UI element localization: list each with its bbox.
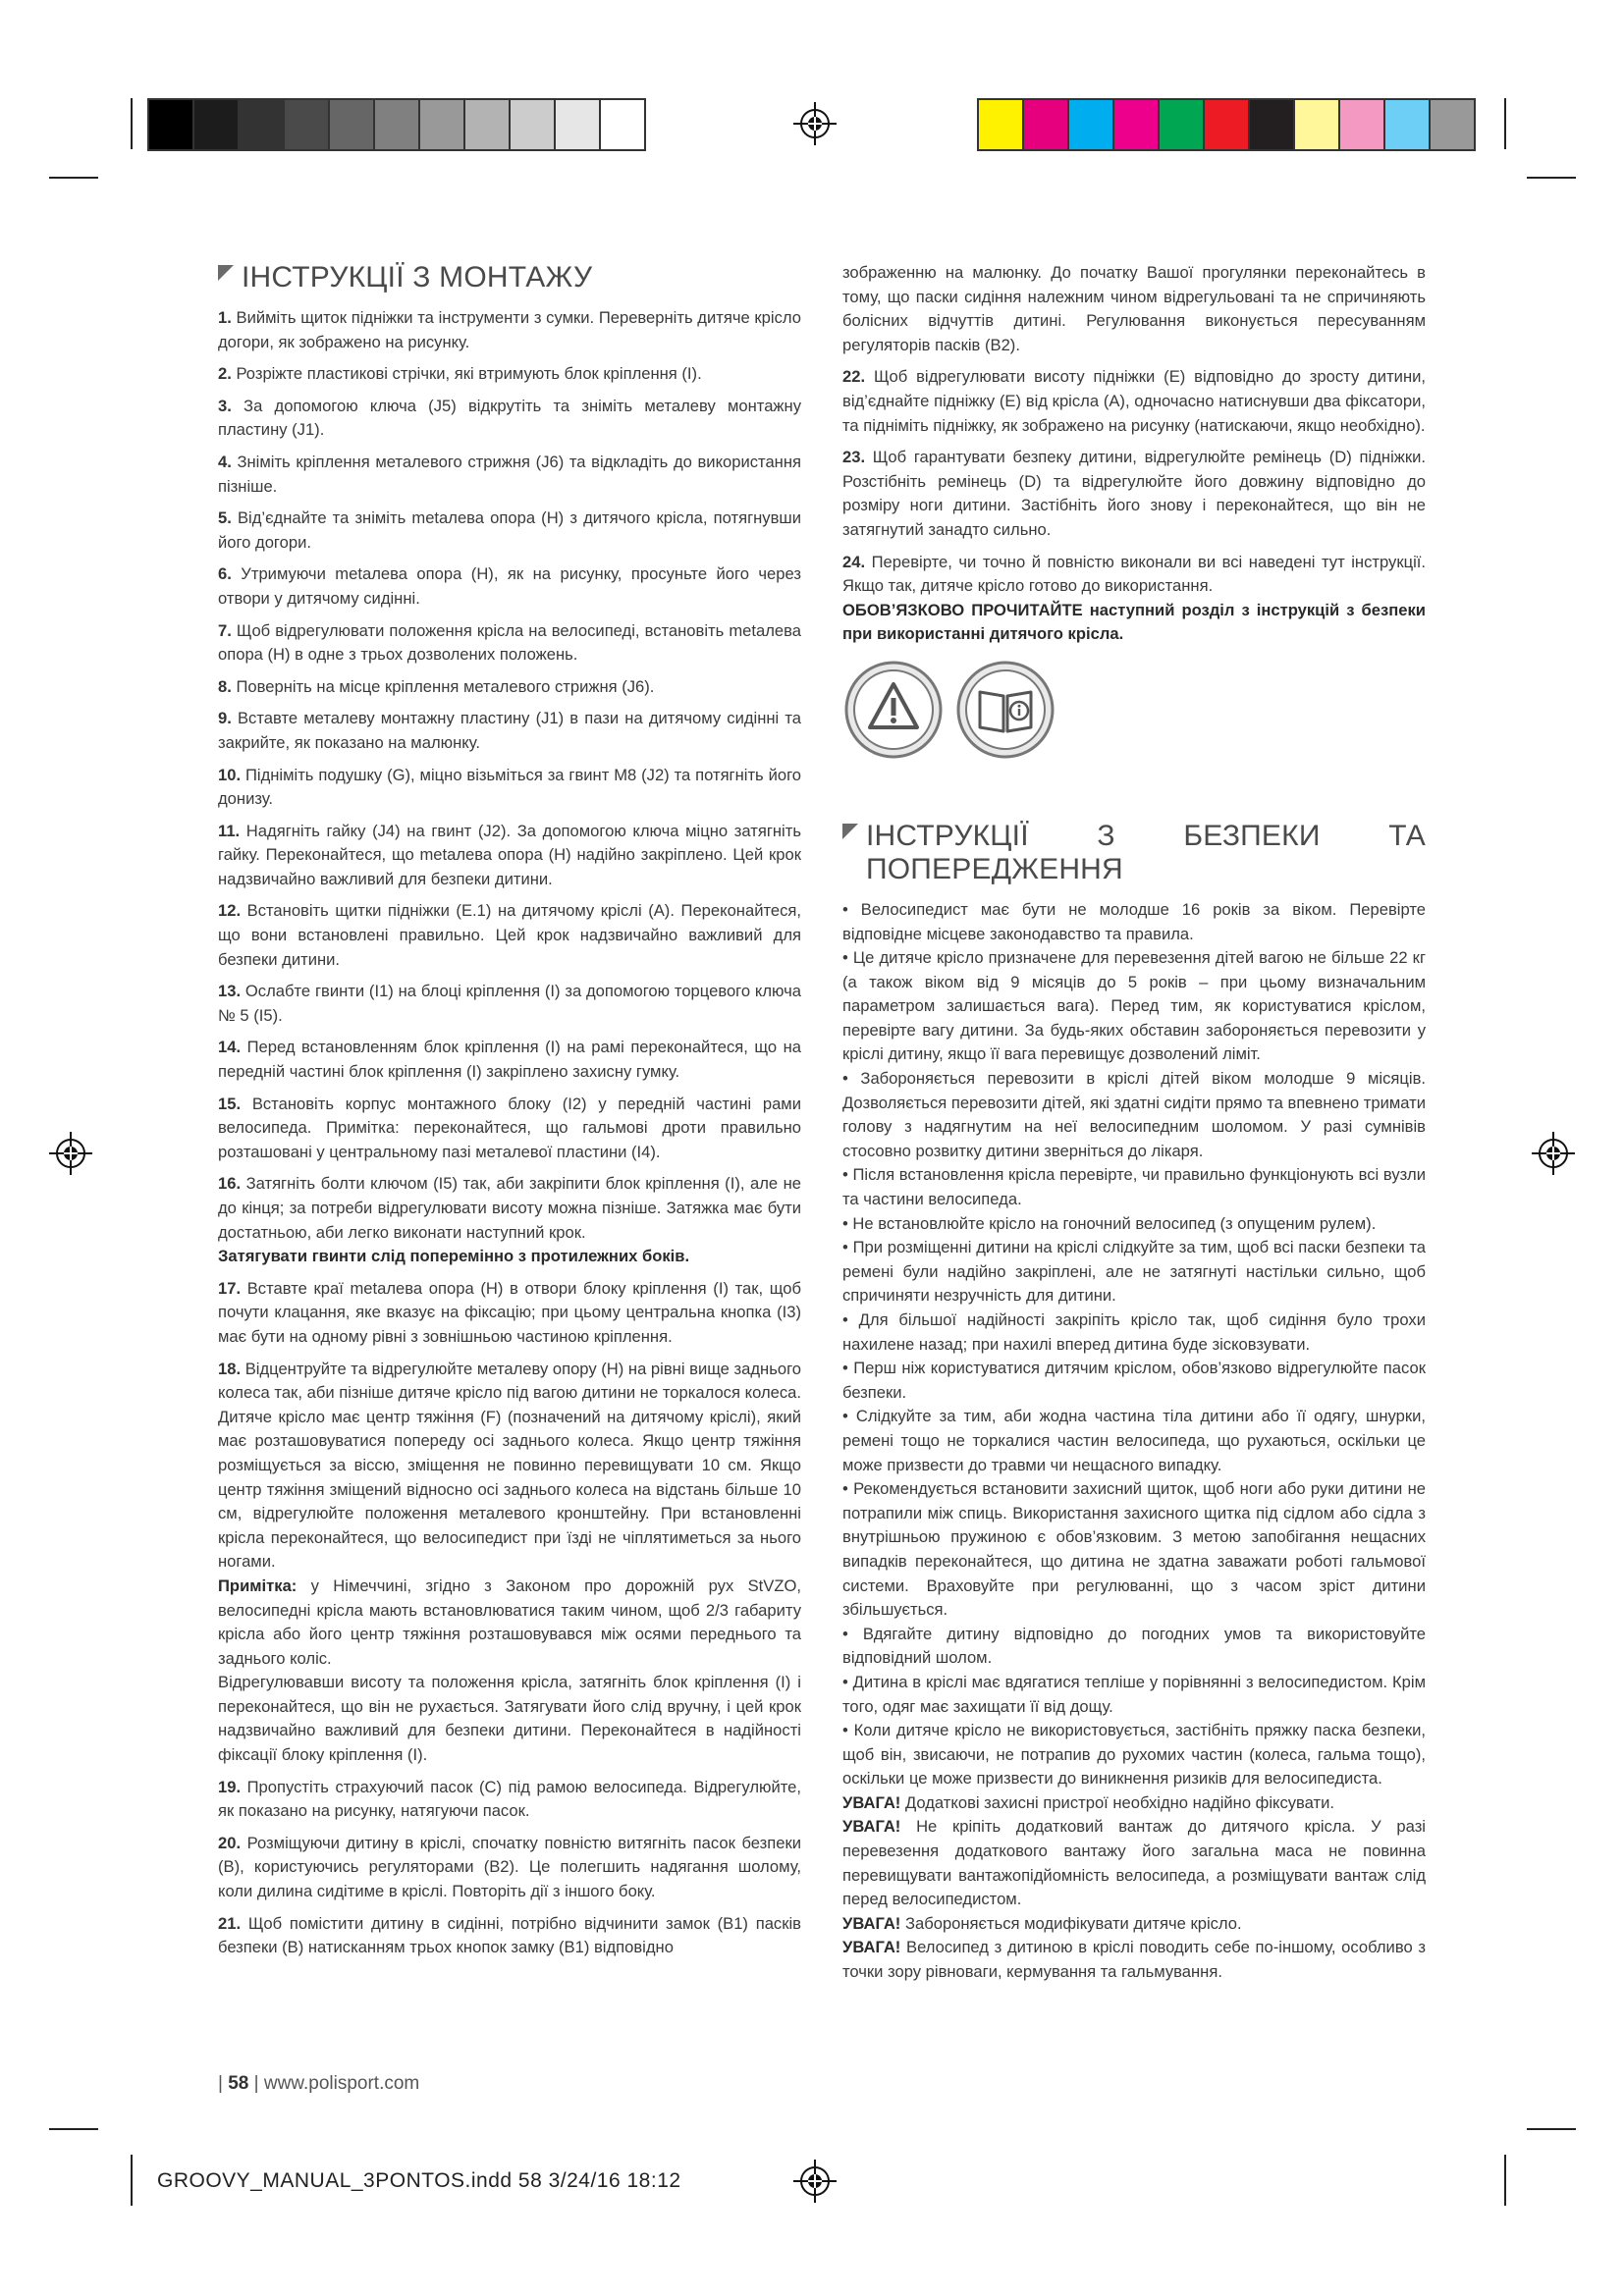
continued-paragraph (842, 261, 1426, 357)
registration-mark-icon (793, 102, 837, 145)
step-number: 2. (218, 364, 232, 384)
registration-mark-icon (1532, 1132, 1575, 1175)
step-text: Відцентруйте та відрегулюйте металеву опору (H) на рівні вище заднього колеса так, аби пізніше дитяче крісло під вагою дитини не торкалося колеса. Дитяче крісло має центр тяжіння (F) (позначений на дитячому кріслі), який має розташовуватися попереду осі заднього колеса. Якщо центр тяжіння розміщується за віссю, зміщення не повинно перевищувати 10 см. Якщо центр тяжіння зміщений відносно осі заднього колеса на відстань більше 10 см, відрегулюйте положення металевого кронштейну. При встановленні крісла переконайтеся, що велосипедист при їзді не чіплятиметься за нього ногами. (218, 1359, 801, 1572)
step-text: Ослабте гвинти (I1) на блоці кріплення (I) за допомогою торцевого ключа № 5 (I5). (218, 982, 801, 1025)
color-swatch (1340, 100, 1385, 149)
bullet-text: • Рекомендується встановити захисний щиток, щоб ноги або руки дитини не потрапили між спиць. Використання захисного щитка під сідлом або сідла з внутрішньою пружиною є обов’язковим. З метою запобігання нещасних випадків переконайтеся, що дитина не здатна заважати роботі гальмової системи. Враховуйте при регулюванні, що з часом зріст дитини збільшується. (842, 1479, 1426, 1620)
safety-bullet (842, 1357, 1426, 1405)
warning-label: УВАГА! (842, 1938, 901, 1957)
warning-line (842, 1936, 1426, 1984)
step-text: Вставте краї metалева опора (H) в отвори блоку кріплення (I) так, щоб почути клацання, яке вказує на фіксацію; при цьому центральна кнопка (I3) має бути на одному рівні з зовнішньою частиною кріплення. (218, 1278, 801, 1346)
step-text: Підніміть подушку (G), міцно візьміться за гвинт M8 (J2) та потягніть його донизу. (218, 765, 801, 809)
assembly-step (218, 820, 801, 892)
step-number: 23. (842, 448, 866, 467)
assembly-step (218, 306, 801, 354)
step-text: Перед встановленням блок кріплення (I) на рамі переконайтеся, що на передній частині блок кріплення (I) закріплено захисну гумку. (218, 1038, 801, 1082)
print-slug: GROOVY_MANUAL_3PONTOS.indd 58 3/24/16 18:12 (157, 2169, 681, 2192)
assembly-step (218, 395, 801, 443)
step-text: Зніміть кріплення металевого стрижня (J6) та відкладіть до використання пізніше. (218, 452, 801, 496)
gray-swatch (285, 100, 330, 149)
bullet-text: • Для більшої надійності закріпіть крісло так, щоб сидіння було трохи нахилене назад; при нахилі вперед дитина буде зісковзувати. (842, 1310, 1426, 1354)
gray-swatch (420, 100, 465, 149)
safety-bullet (842, 1163, 1426, 1211)
safety-bullet (842, 1212, 1426, 1237)
step-number: 17. (218, 1278, 242, 1298)
color-swatch (1295, 100, 1340, 149)
safety-bullet (842, 1308, 1426, 1357)
safety-bullet (842, 1067, 1426, 1163)
registration-mark-icon (49, 1132, 92, 1175)
gray-swatch (149, 100, 194, 149)
step-text: Вийміть щиток підніжки та інструменти з сумки. Переверніть дитяче крісло догори, як зображено на рисунку. (218, 308, 801, 351)
step-text: Вставте металеву монтажну пластину (J1) в пази на дитячому сидінні та закрийте, як показано на малюнку. (218, 709, 801, 752)
crop-mark (1527, 177, 1576, 179)
note-label: Примітка: (218, 1575, 298, 1595)
warning-line (842, 1912, 1426, 1937)
warning-text: Велосипед з дитиною в кріслі поводить себе по-іншому, особливо з точки зору рівноваги, кермування та гальмування. (842, 1938, 1426, 1982)
warning-text: Не кріпіть додатковий вантаж до дитячого крісла. У разі перевезення додаткового вантажу його загальна маса не повинна перевищувати вантажопідйомність велосипеда, а розміщувати вантаж слід перед велосипедистом. (842, 1817, 1426, 1909)
note-paragraph (218, 1575, 801, 1671)
warning-line (842, 1791, 1426, 1816)
assembly-step (218, 1832, 801, 1904)
step-text: Затягніть болти ключом (I5) так, аби закріпити блок кріплення (I), але не до кінця; за потреби відрегулювати висоту можна пізніше. Затяжка має бути достатньою, аби легко виконати наступний крок. (218, 1174, 801, 1242)
assembly-step (218, 707, 801, 755)
gray-swatch (511, 100, 556, 149)
step-number: 12. (218, 901, 242, 921)
registration-mark-icon (793, 2160, 837, 2203)
warning-triangle-icon (842, 659, 945, 761)
warning-text: Додаткові захисні пристрої необхідно надійно фіксувати. (900, 1792, 1335, 1812)
assembly-step (218, 1036, 801, 1084)
crop-mark (1504, 98, 1506, 149)
assembly-step (218, 507, 801, 555)
page-footer (218, 2073, 419, 2095)
bullet-text: • Дитина в кріслі має вдягатися тепліше у порівнянні з велосипедистом. Крім того, одяг має захищати її від дощу. (842, 1672, 1426, 1716)
bullet-text: • При розміщенні дитини на кріслі слідкуйте за тим, щоб всі паски безпеки та ремені були надійно закріплені, але не затягнуті настільки сильно, щоб спричиняти незручність для дитини. (842, 1238, 1426, 1306)
safety-bullet (842, 1623, 1426, 1671)
step-number: 11. (218, 821, 241, 840)
step-text: Встановіть щитки підніжки (E.1) на дитячому кріслі (A). Переконайтеся, що вони встановлені правильно. Цей крок надзвичайно важливий для безпеки дитини. (218, 901, 801, 969)
footer-separator: | (253, 2073, 259, 2094)
crop-mark (1527, 2128, 1576, 2130)
step-number: 10. (218, 765, 242, 784)
assembly-step (218, 362, 801, 387)
warning-label: УВАГА! (842, 1817, 901, 1837)
title-corner-icon (842, 824, 858, 839)
assembly-step (218, 1776, 801, 1824)
assembly-step (218, 1172, 801, 1268)
crop-mark (1504, 2155, 1506, 2206)
assembly-step (218, 1912, 801, 1960)
bullet-text: • Це дитяче крісло призначене для перевезення дітей вагою не більше 22 кг (а також віком від 9 місяців до 5 років – при цьому визначальним параметром залишається вага). Перед тим, як користуватися кріслом, перевірте вагу дитини. За будь-яких обставин забороняється перевозити у кріслі дитину, якщо її вага перевищує дозволений ліміт. (842, 948, 1426, 1064)
step-text: Пропустіть страхуючий пасок (C) під рамою велосипеда. Відрегулюйте, як показано на рисунку, натягуючи пасок. (218, 1777, 801, 1821)
step-text: Щоб відрегулювати висоту підніжки (E) відповідно до зросту дитини, від’єднайте підніжку (E) від крісла (A), одночасно натиснувши два фіксатори, та підніміть підніжку, як зображено на рисунку (натискаючи, якщо необхідно). (842, 367, 1426, 435)
step-text: Надягніть гайку (J4) на гвинт (J2). За допомогою ключа міцно затягніть гайку. Переконайтеся, що metалева опора (H) надійно закріплено. Цей крок надзвичайно важливий для безпеки дитини. (218, 821, 801, 888)
step-number: 16. (218, 1174, 242, 1194)
step-text: Розміщуючи дитину в кріслі, спочатку повністю витягніть пасок безпеки (B), користуючись регуляторами (B2). Це полегшить надягання шолому, коли дилина сидітиме в кріслі. Повторіть дії з іншого боку. (218, 1833, 801, 1901)
safety-bullet (842, 946, 1426, 1067)
step-number: 3. (218, 396, 232, 415)
assembly-title-text: ІНСТРУКЦІЇ З МОНТАЖУ (242, 261, 593, 294)
warning-text: Забороняється модифікувати дитяче крісло. (900, 1913, 1242, 1933)
bullet-text: • Коли дитяче крісло не використовується, застібніть пряжку паска безпеки, щоб він, звисаючи, не потрапив до рухомих частин (колеса, гальма тощо), оскільки це може призвести до виникнення ризиків для велосипедиста. (842, 1721, 1426, 1789)
gray-swatch (375, 100, 420, 149)
assembly-step (218, 764, 801, 812)
step-emphasis: ОБОВ’ЯЗКОВО ПРОЧИТАЙТЕ наступний розділ з інструкцій з безпеки при використанні дитячого крісла. (842, 600, 1426, 644)
step-text: За допомогою ключа (J5) відкрутіть та зніміть металеву монтажну пластину (J1). (218, 396, 801, 440)
assembly-step (218, 1358, 801, 1575)
step-text: Щоб помістити дитину в сидінні, потрібно відчинити замок (B1) пасків безпеки (B) натисканням трьох кнопок замку (B1) відповідно (218, 1913, 801, 1957)
assembly-step (218, 619, 801, 667)
safety-section-title (842, 820, 1426, 886)
step-number: 7. (218, 620, 232, 640)
right-column (842, 261, 1426, 1985)
assembly-step (218, 899, 801, 972)
step-text: Щоб гарантувати безпеку дитини, відрегулюйте ремінець (D) підніжки. Розстібніть ремінець (D) та відрегулюйте його довжину відповідно до розміру ноги дитини. Застібніть його знову і переконайтеся, що він не затягнутий занадто сильно. (842, 448, 1426, 539)
step-number: 21. (218, 1913, 242, 1933)
gray-swatch (330, 100, 375, 149)
color-swatch (1024, 100, 1069, 149)
safety-bullet (842, 898, 1426, 946)
bullet-text: • Перш ніж користуватися дитячим кріслом, обов’язково відрегулюйте пасок безпеки. (842, 1359, 1426, 1402)
title-corner-icon (218, 265, 234, 281)
step-number: 6. (218, 564, 232, 584)
warning-line (842, 1815, 1426, 1911)
read-manual-icon (954, 659, 1056, 761)
color-swatch (1385, 100, 1431, 149)
step-number: 22. (842, 367, 866, 387)
step-number: 14. (218, 1038, 242, 1057)
bullet-text: • Не встановлюйте крісло на гоночний велосипед (з опущеним рулем). (842, 1213, 1377, 1233)
assembly-step (218, 451, 801, 499)
after-note-text: Відрегулювавши висоту та положення крісла, затягніть блок кріплення (I) і переконайтеся, що він не рухається. Затягувати його слід вручну, і цей крок надзвичайно важливий для безпеки дитини. Переконайтеся в надійності фіксації блоку кріплення (I). (218, 1673, 801, 1765)
step-text: Поверніть на місце кріплення металевого стрижня (J6). (231, 676, 655, 696)
step-number: 13. (218, 982, 242, 1001)
process-color-bar (977, 98, 1476, 151)
step-text: Утримуючи metалева опора (H), як на рисунку, просуньте його через отвори у дитячому сидінні. (218, 564, 801, 608)
gray-swatch (556, 100, 601, 149)
safety-bullet (842, 1719, 1426, 1791)
step-number: 8. (218, 676, 232, 696)
safety-bullet (842, 1236, 1426, 1308)
step-number: 1. (218, 308, 232, 327)
color-swatch (1069, 100, 1114, 149)
step-number: 18. (218, 1359, 242, 1378)
step-number: 5. (218, 508, 232, 528)
page-number: 58 (228, 2073, 249, 2094)
color-swatch (1114, 100, 1160, 149)
assembly-step (218, 675, 801, 700)
after-note-paragraph (218, 1671, 801, 1767)
crop-mark (49, 177, 98, 179)
color-swatch (1205, 100, 1250, 149)
note-text: у Німеччині, згідно з Законом про дорожній рух StVZO, велосипедні крісла мають встановлюватися таким чином, щоб 2/3 габариту крісла або його центр тяжіння розташовувався між осями переднього та заднього коліс. (218, 1575, 801, 1668)
color-swatch (1250, 100, 1295, 149)
color-swatch (979, 100, 1024, 149)
step-text: Від’єднайте та зніміть metалева опора (H) з дитячого крісла, потягнувши його догори. (218, 508, 801, 552)
assembly-step (218, 1277, 801, 1350)
gray-swatch (601, 100, 644, 149)
warning-icons (842, 659, 1426, 806)
assembly-step (842, 446, 1426, 542)
step-number: 20. (218, 1833, 242, 1852)
warning-label: УВАГА! (842, 1792, 901, 1812)
footer-separator: | (218, 2073, 223, 2094)
step-number: 9. (218, 709, 232, 728)
bullet-text: • Велосипедист має бути не молодше 16 років за віком. Перевірте відповідне місцеве законодавство та правила. (842, 899, 1426, 943)
color-swatch (1160, 100, 1205, 149)
assembly-step (842, 551, 1426, 647)
crop-mark (49, 2128, 98, 2130)
bullet-text: • Після встановлення крісла перевірте, чи правильно функціонують всі вузли та частини велосипеда. (842, 1165, 1426, 1209)
bullet-text: • Слідкуйте за тим, аби жодна частина тіла дитини або її одягу, шнурки, ремені тощо не торкалися частин велосипеда, що рухаються, оскільки це може призвести до травми чи нещасного випадку. (842, 1407, 1426, 1474)
safety-bullet (842, 1477, 1426, 1623)
continued-text: зображенню на малюнку. До початку Вашої прогулянки переконайтесь в тому, що паски сидіння належним чином відрегульовані та не спричиняють болісних відчуттів дитині. Регулювання виконується пересуванням регуляторів пасків (B2). (842, 263, 1426, 354)
step-emphasis: Затягувати гвинти слід поперемінно з протилежних боків. (218, 1247, 690, 1266)
crop-mark (131, 98, 133, 149)
safety-bullet (842, 1671, 1426, 1719)
warning-label: УВАГА! (842, 1913, 901, 1933)
gray-swatch (194, 100, 240, 149)
bullet-text: • Вдягайте дитину відповідно до погодних умов та використовуйте відповідний шолом. (842, 1624, 1426, 1668)
step-text: Розріжте пластикові стрічки, які втримують блок кріплення (I). (231, 364, 702, 384)
gray-swatch (465, 100, 511, 149)
step-text: Щоб відрегулювати положення крісла на велосипеді, встановіть metалева опора (H) в одне з трьох дозволених положень. (218, 620, 801, 665)
grayscale-color-bar (147, 98, 646, 151)
bullet-text: • Забороняється перевозити в кріслі дітей віком молодше 9 місяців. Дозволяється перевозити дітей, які здатні сидіти прямо та впевнено тримати голову з надягнутим на неї велосипедним шоломом. У разі сумнівів стосовно розвитку дитини зверніться до лікаря. (842, 1069, 1426, 1160)
assembly-step (842, 365, 1426, 438)
step-text: Встановіть корпус монтажного блоку (I2) у передній частині рами велосипеда. Примітка: переконайтеся, що гальмові дроти правильно розташовані у центральному пазі металевої пластини (I4). (218, 1094, 801, 1161)
assembly-step (218, 980, 801, 1028)
step-number: 24. (842, 552, 866, 571)
gray-swatch (240, 100, 285, 149)
safety-bullet (842, 1405, 1426, 1477)
assembly-step (218, 1093, 801, 1165)
left-column (218, 261, 801, 1968)
step-number: 19. (218, 1777, 242, 1796)
website-link[interactable]: www.polisport.com (263, 2073, 420, 2094)
step-text: Перевірте, чи точно й повністю виконали ви всі наведені тут інструкції. Якщо так, дитяче крісло готово до використання. (842, 552, 1426, 596)
assembly-step (218, 562, 801, 611)
safety-title-text: ІНСТРУКЦІЇ З БЕЗПЕКИ ТА ПОПЕРЕДЖЕННЯ (866, 819, 1426, 885)
color-swatch (1431, 100, 1474, 149)
assembly-section-title (218, 261, 801, 294)
step-number: 4. (218, 452, 232, 471)
step-number: 15. (218, 1094, 242, 1113)
crop-mark (131, 2155, 133, 2206)
